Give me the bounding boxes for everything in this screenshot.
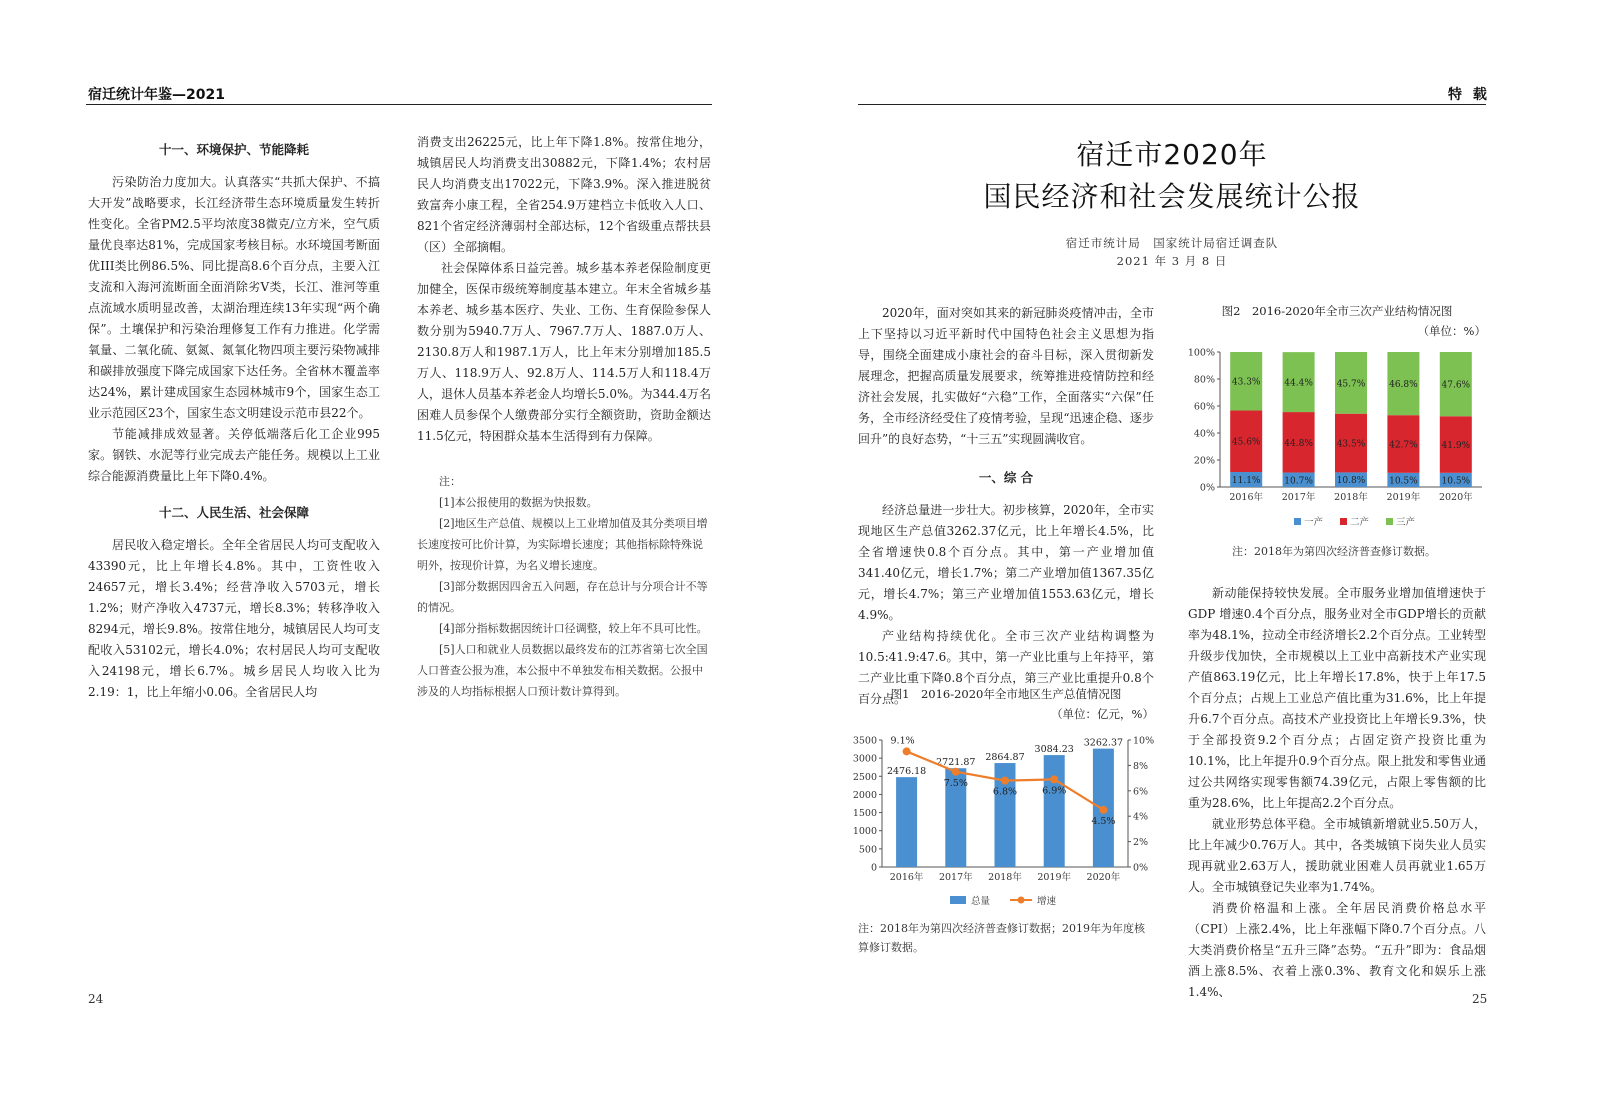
legend-swatch — [1386, 518, 1393, 525]
issuing-agencies: 宿迁市统计局 国家统计局宿迁调查队 — [1065, 236, 1279, 250]
segment-value-label: 47.6% — [1441, 380, 1471, 391]
segment-value-label: 43.3% — [1231, 377, 1261, 388]
paragraph: 消费价格温和上涨。全年居民消费价格总水平（CPI）上涨2.4%，比上年涨幅下降0.7个百分点。八大类消费价格呈“五升三降”态势。“五升”即为：食品烟酒上涨8.5%、衣着上涨0.3%、教育文化和娱乐上涨1.4%、 — [1188, 901, 1486, 999]
x-tick-label: 2019年 — [1037, 872, 1072, 883]
gdp-chart — [852, 730, 1162, 915]
notes-block — [417, 471, 711, 702]
legend-swatch-total — [950, 896, 966, 904]
y-tick-label: 3000 — [852, 753, 877, 765]
y2-tick-label: 8% — [1133, 760, 1149, 772]
segment-value-label: 11.1% — [1231, 476, 1261, 487]
segment-value-label: 10.5% — [1441, 476, 1471, 487]
segment-value-label: 44.4% — [1284, 378, 1313, 389]
y-tick-label: 40% — [1193, 428, 1215, 440]
paragraph: 2020年，面对突如其来的新冠肺炎疫情冲击，全市上下坚持以习近平新时代中国特色社会主义思想为指导，围绕全面建成小康社会的奋斗目标，深入贯彻新发展理念，把握高质量发展要求，统筹推进疫情防控和经济社会发展，扎实做好“六稳”工作，全面落实“六保”任务，全市经济经受住了疫情考验，呈现“迅速企稳、逐步回升”的良好态势，“十三五”实现圆满收官。 — [858, 306, 1154, 446]
note-item: [3]部分数据因四舍五入问题，存在总计与分项合计不等的情况。 — [417, 580, 708, 614]
y2-tick-label: 4% — [1133, 811, 1149, 823]
segment-value-label: 43.5% — [1336, 439, 1366, 450]
y-tick-label: 100% — [1187, 347, 1215, 359]
growth-rate-label: 6.8% — [992, 786, 1018, 798]
gdp-value-label: 2864.87 — [985, 752, 1025, 764]
paragraph: 消费支出26225元，比上年下降1.8%。按常住地分，城镇居民人均消费支出30882元，下降1.4%；农村居民人均消费支出17022元，下降3.9%。深入推进脱贫致富奔小康工程，全省254.9万建档立卡低收入人口、821个省定经济薄弱村全部达标，12个省级重点帮扶县（区）全部摘帽。 — [417, 135, 711, 254]
left-running-header: 宿迁统计年鉴—2021 — [88, 87, 225, 103]
segment-value-label: 44.8% — [1284, 438, 1313, 449]
right-column-a — [858, 303, 1154, 710]
y2-tick-label: 10% — [1133, 735, 1155, 747]
left-column-1 — [88, 132, 380, 703]
y-tick-label: 60% — [1193, 401, 1215, 413]
y-tick-label: 500 — [858, 844, 877, 856]
y2-tick-label: 6% — [1133, 786, 1149, 798]
legend-label-total: 总量 — [971, 896, 991, 907]
gdp-bar — [896, 777, 917, 867]
growth-point — [952, 768, 960, 776]
legend-label: 一产 — [1304, 517, 1324, 528]
byline — [858, 234, 1486, 270]
gdp-value-label: 3084.23 — [1034, 744, 1074, 756]
left-page-number: 24 — [88, 992, 104, 1006]
paragraph: 污染防治力度加大。认真落实“共抓大保护、不搞大开发”战略要求，长江经济带生态环境质量发生转折性变化。全省PM2.5平均浓度38微克/立方米，空气质量优良率达81%，完成国家考核目标。水环境国考断面优III类比例86.5%、同比提高8.6个百分点，主要入江支流和入海河流断面全面消除劣V类，长江、淮河等重点流域水质明显改善，太湖治理连续13年实现“两个确保”。土壤保护和污染治理修复工作有力推进。化学需氧量、二氧化硫、氨氮、氮氧化物四项主要污染物减排和碳排放强度下降完成国家下达任务。全省林木覆盖率达24%，累计建成国家生态园林城市9个，国家生态工业示范园区23个，国家生态文明建设示范市县22个。 — [88, 175, 380, 420]
segment-value-label: 42.7% — [1389, 440, 1418, 451]
paragraph: 新动能保持较快发展。全市服务业增加值增速快于GDP 增速0.4个百分点，服务业对全市GDP增长的贡献率为48.1%，拉动全市经济增长2.2个百分点。工业转型升级步伐加快，全市规模以上工业中高新技术产业实现产值863.19亿元，比上年增长17.8%，快于上年17.5个百分点；占规上工业总产值比重为31.6%，比上年提升6.7个百分点。高技术产业投资比上年增长9.3%，快于全部投资9.2个百分点；占固定资产投资比重为10.1%，比上年提升0.9个百分点。限上批发和零售业通过公共网络实现零售额74.39亿元，占限上零售额的比重为28.6%，比上年提高2.2个百分点。 — [1188, 586, 1486, 810]
x-tick-label: 2020年 — [1438, 492, 1473, 503]
y-tick-label: 1000 — [852, 826, 877, 838]
y-tick-label: 3500 — [852, 735, 877, 747]
y-tick-label: 20% — [1193, 455, 1215, 467]
section-12-title: 十二、人民生活、社会保障 — [158, 505, 309, 520]
legend-label-growth: 增速 — [1037, 896, 1057, 907]
left-header-rule — [86, 104, 712, 105]
figure-2-unit: （单位：%） — [1417, 324, 1486, 338]
figure-1-title: 图1 2016-2020年全市地区生产总值情况图 — [890, 687, 1122, 701]
growth-rate-label: 9.1% — [890, 735, 915, 747]
paragraph: 经济总量进一步壮大。初步核算，2020年，全市实现地区生产总值3262.37亿元，比上年增长4.5%，比全省增速快0.8个百分点。其中，第一产业增加值341.40亿元，增长1.7%；第二产业增加值1367.35亿元，增长4.7%；第三产业增加值1553.63亿元，增长4.9%。 — [858, 503, 1154, 622]
legend-swatch — [1340, 518, 1347, 525]
x-tick-label: 2018年 — [1334, 492, 1368, 503]
issue-date: 2021 年 3 月 8 日 — [1116, 254, 1228, 268]
x-tick-label: 2016年 — [1229, 492, 1264, 503]
legend-swatch — [1294, 518, 1301, 525]
paragraph: 社会保障体系日益完善。城乡基本养老保险制度更加健全，医保市级统筹制度基本建立。年末全省城乡基本养老、城乡基本医疗、失业、工伤、生育保险参保人数分别为5940.7万人、7967.7万人、1887.0万人、2130.8万人和1987.1万人，比上年末分别增加185.5万人、118.9万人、92.8万人、114.5万人和118.4万人，退休人员基本养老金人均增长5.0%。为344.4万名困难人员参保个人缴费部分实行全额资助，资助金额达11.5亿元，特困群众基本生活得到有力保障。 — [417, 261, 711, 443]
note-item: [4]部分指标数据因统计口径调整，较上年不具可比性。 — [439, 622, 708, 635]
x-tick-label: 2020年 — [1086, 872, 1121, 883]
figure-2-note: 注：2018年为第四次经济普查修订数据。 — [1232, 545, 1436, 558]
bulletin-title — [858, 134, 1486, 218]
right-column-b — [1188, 583, 1486, 1003]
gdp-bar — [1044, 755, 1065, 867]
y-tick-label: 0 — [870, 862, 877, 874]
segment-value-label: 10.8% — [1336, 476, 1366, 487]
notes-heading: 注： — [439, 475, 461, 488]
right-running-header: 特 载 — [1448, 87, 1490, 103]
note-item: [2]地区生产总值、规模以上工业增加值及其分类项目增长速度按可比价计算，为实际增长速度；其他指标除特殊说明外，按现价计算，为名义增长速度。 — [417, 517, 708, 572]
right-header-rule — [858, 104, 1486, 105]
section-1-title: 一、综 合 — [978, 470, 1034, 485]
growth-point — [1050, 775, 1058, 783]
paragraph: 居民收入稳定增长。全年全省居民人均可支配收入43390元，比上年增长4.8%。其中，工资性收入24657元，增长3.4%；经营净收入5703元，增长1.2%；财产净收入4737元，增长8.3%；转移净收入8294元，增长9.8%。按常住地分，城镇居民人均可支配收入53102元，增长4.0%；农村居民人均可支配收入24198元，增长6.7%。城乡居民人均收入比为2.19：1，比上年缩小0.06。全省居民人均 — [88, 538, 380, 699]
growth-rate-label: 4.5% — [1091, 815, 1116, 827]
segment-value-label: 45.7% — [1336, 379, 1366, 390]
left-column-2 — [417, 132, 711, 702]
x-tick-label: 2016年 — [889, 872, 924, 883]
segment-value-label: 41.9% — [1441, 441, 1471, 452]
legend-label: 三产 — [1396, 517, 1416, 528]
title-line-2: 国民经济和社会发展统计公报 — [983, 180, 1361, 213]
gdp-value-label: 2721.87 — [936, 757, 976, 769]
x-tick-label: 2018年 — [988, 872, 1022, 883]
industry-structure-chart — [1182, 342, 1492, 537]
figure-2-title: 图2 2016-2020年全市三次产业结构情况图 — [1221, 304, 1453, 318]
legend-label: 二产 — [1350, 517, 1370, 528]
y-tick-label: 2500 — [852, 771, 877, 783]
growth-point — [1099, 806, 1107, 814]
y2-tick-label: 2% — [1133, 837, 1149, 849]
y-tick-label: 2000 — [852, 789, 877, 801]
paragraph: 产业结构持续优化。全市三次产业结构调整为10.5:41.9:47.6。其中，第一产业比重与上年持平，第二产业比重下降0.8个百分点，第三产业比重提升0.8个百分点。 — [858, 629, 1154, 706]
growth-point — [1001, 777, 1009, 785]
note-item: [1]本公报使用的数据为快报数。 — [439, 496, 598, 509]
figure-1-unit: （单位：亿元，%） — [1051, 707, 1154, 721]
gdp-value-label: 2476.18 — [886, 766, 927, 778]
segment-value-label: 10.5% — [1389, 476, 1418, 487]
legend-marker-growth — [1018, 897, 1025, 904]
segment-value-label: 45.6% — [1231, 437, 1261, 448]
growth-rate-label: 7.5% — [943, 777, 968, 789]
right-page-number: 25 — [1472, 992, 1488, 1006]
note-item: [5]人口和就业人员数据以最终发布的江苏省第七次全国人口普查公报为准，本公报中不单独发布相关数据。公报中涉及的人均指标根据人口预计数计算得到。 — [417, 643, 708, 698]
growth-point — [903, 747, 911, 755]
gdp-value-label: 3262.37 — [1083, 737, 1124, 749]
title-line-1: 宿迁市2020年 — [1076, 138, 1268, 171]
y2-tick-label: 0% — [1133, 862, 1149, 874]
y-tick-label: 0% — [1199, 482, 1215, 494]
figure-2 — [1188, 303, 1486, 339]
x-tick-label: 2017年 — [938, 872, 973, 883]
paragraph: 就业形势总体平稳。全市城镇新增就业5.50万人，比上年减少0.76万人。其中，各类城镇下岗失业人员实现再就业2.63万人，援助就业困难人员再就业1.65万人。全市城镇登记失业率为1.74%。 — [1188, 817, 1486, 894]
section-11-title: 十一、环境保护、节能降耗 — [158, 142, 309, 157]
figure-1 — [858, 686, 1154, 722]
paragraph: 节能减排成效显著。关停低端落后化工企业995家。钢铁、水泥等行业完成去产能任务。规模以上工业综合能源消费量比上年下降0.4%。 — [88, 427, 380, 483]
segment-value-label: 46.8% — [1389, 380, 1418, 391]
growth-rate-label: 6.9% — [1042, 785, 1067, 797]
x-tick-label: 2019年 — [1386, 492, 1421, 503]
y-tick-label: 80% — [1193, 374, 1215, 386]
segment-value-label: 10.7% — [1284, 476, 1313, 487]
x-tick-label: 2017年 — [1281, 492, 1316, 503]
figure-1-note: 注：2018年为第四次经济普查修订数据；2019年为年度核算修订数据。 — [858, 922, 1145, 954]
y-tick-label: 1500 — [852, 808, 877, 820]
